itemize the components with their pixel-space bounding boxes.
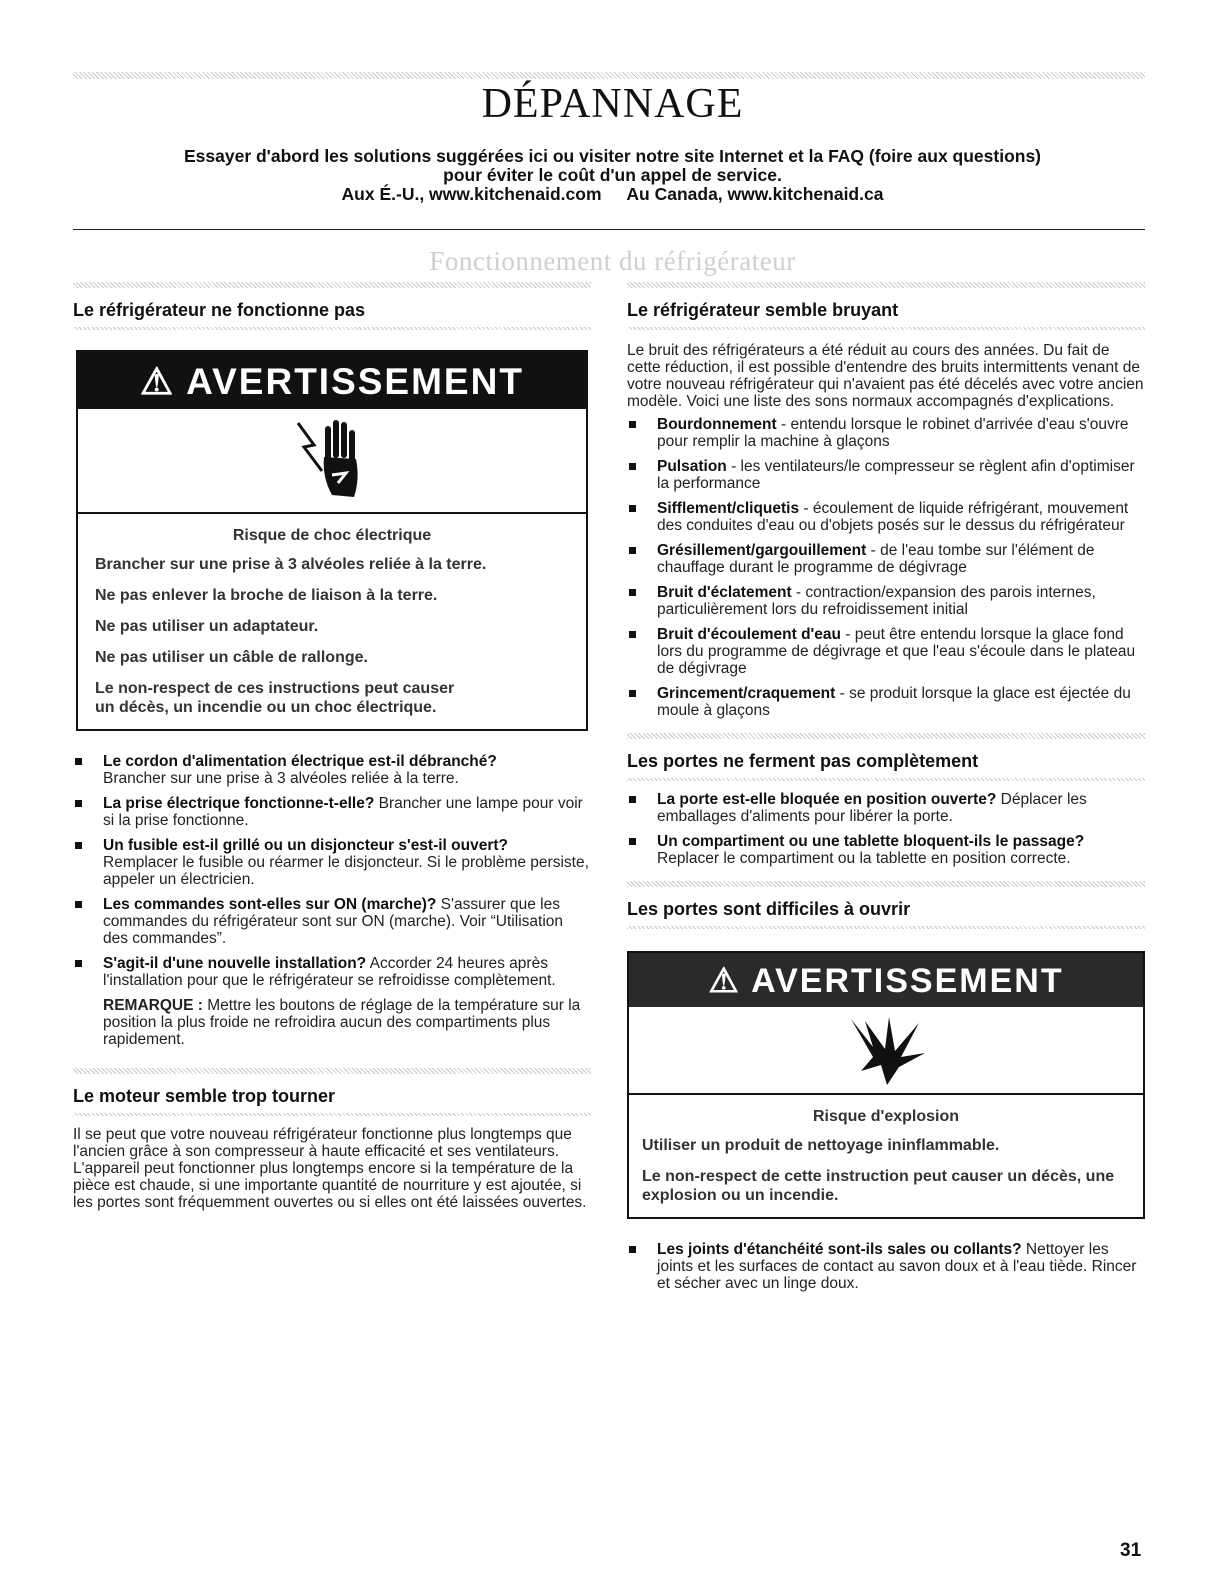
check-list bbox=[73, 753, 591, 989]
warning-risk: Risque d'explosion bbox=[812, 1108, 960, 1125]
divider bbox=[73, 229, 1145, 230]
warning-line: Ne pas utiliser un adaptateur. bbox=[95, 618, 319, 635]
warning-header: ⚠ AVERTISSEMENT bbox=[629, 953, 1143, 1007]
right-column bbox=[627, 282, 1145, 1300]
page-number: 31 bbox=[1120, 1540, 1142, 1561]
list-item: Grésillement/gargouillement - de l'eau tombe sur l'élément de chauffage durant le programme de dégivrage bbox=[627, 542, 1145, 576]
explosion-icon bbox=[629, 1007, 1143, 1095]
subheading: Le moteur semble trop tourner bbox=[73, 1068, 591, 1116]
list-item: Le cordon d'alimentation électrique est-il débranché? Brancher sur une prise à 3 alvéoles reliée à la terre. bbox=[73, 753, 591, 787]
list-item: Les joints d'étanchéité sont-ils sales ou collants? Nettoyer les joints et les surfaces de contact au savon doux et à l'eau tiède. Rincer et sécher avec un linge doux. bbox=[627, 1241, 1145, 1292]
list-item: Bourdonnement - entendu lorsque le robinet d'arrivée d'eau s'ouvre pour remplir la machine à glaçons bbox=[627, 416, 1145, 450]
shock-warning-box bbox=[76, 350, 588, 731]
list-item: Bruit d'éclatement - contraction/expansion des parois internes, particulièrement lors du refroidissement initial bbox=[627, 584, 1145, 618]
us-website: Aux É.-U., www.kitchenaid.com bbox=[341, 184, 602, 204]
list-item: Un fusible est-il grillé ou un disjoncteur s'est-il ouvert? Remplacer le fusible ou réarmer le disjoncteur. Si le problème persiste, appeler un électricien. bbox=[73, 837, 591, 888]
list-item: Pulsation - les ventilateurs/le compresseur se règlent afin d'optimiser la performance bbox=[627, 458, 1145, 492]
list-item: Bruit d'écoulement d'eau - peut être entendu lorsque la glace fond lors du programme de dégivrage et que l'eau s'écoule dans le plateau de dégivrage bbox=[627, 626, 1145, 677]
gasket-list bbox=[627, 1241, 1145, 1292]
list-item: Sifflement/cliquetis - écoulement de liquide réfrigérant, mouvement des conduites d'eau ou d'objets posés sur le dessus du réfrigérateur bbox=[627, 500, 1145, 534]
subheading: Les portes ne ferment pas complètement bbox=[627, 733, 1145, 781]
left-column bbox=[73, 282, 591, 1211]
paragraph: Il se peut que votre nouveau réfrigérateur fonctionne plus longtemps que l'ancien grâce à son compresseur à haute efficacité et ses ventilateurs. L'appareil peut fonctionner plus longtemps encore si la température de la pièce est chaude, si une importante quantité de nourriture y est ajoutée, si les portes sont fréquemment ouvertes ou si elles ont été laissées ouvertes. bbox=[73, 1126, 587, 1211]
intro-line-1: Essayer d'abord les solutions suggérées ici ou visiter notre site Internet et la FAQ (foire aux questions) bbox=[183, 146, 1042, 166]
list-item: Grincement/craquement - se produit lorsque la glace est éjectée du moule à glaçons bbox=[627, 685, 1145, 719]
doors-list bbox=[627, 791, 1145, 867]
list-item: Les commandes sont-elles sur ON (marche)? S'assurer que les commandes du réfrigérateur sont sur ON (marche). Voir “Utilisation des commandes”. bbox=[73, 896, 591, 947]
warning-header: ⚠ AVERTISSEMENT bbox=[78, 352, 586, 409]
intro-line-2: pour éviter le coût d'un appel de service. bbox=[443, 165, 782, 185]
list-item: S'agit-il d'une nouvelle installation? Accorder 24 heures après l'installation pour que le réfrigérateur se refroidisse complètement. bbox=[73, 955, 591, 989]
note: REMARQUE : Mettre les boutons de réglage de la température sur la position la plus froide ne refroidira aucun des compartiments plus rapidement. bbox=[103, 997, 581, 1048]
electric-shock-hand-icon bbox=[78, 409, 586, 514]
subheading: Le réfrigérateur semble bruyant bbox=[627, 282, 1145, 330]
warning-consequence: un décès, un incendie ou un choc électrique. bbox=[95, 699, 437, 716]
warning-consequence: Le non-respect de ces instructions peut causer bbox=[95, 680, 455, 697]
list-item: La porte est-elle bloquée en position ouverte? Déplacer les emballages d'aliments pour libérer la porte. bbox=[627, 791, 1145, 825]
warning-triangle-icon: ⚠ bbox=[708, 962, 741, 1000]
subheading: Le réfrigérateur ne fonctionne pas bbox=[73, 282, 591, 330]
page-title: DÉPANNAGE bbox=[481, 81, 744, 127]
warning-consequence: Le non-respect de cette instruction peut causer un décès, une explosion ou un incendie. bbox=[642, 1168, 1115, 1204]
warning-line: Ne pas utiliser un câble de rallonge. bbox=[95, 649, 368, 666]
list-item: La prise électrique fonctionne-t-elle? Brancher une lampe pour voir si la prise fonctionne. bbox=[73, 795, 591, 829]
warning-triangle-icon: ⚠ bbox=[140, 361, 176, 402]
top-rule bbox=[73, 72, 1145, 79]
intro bbox=[60, 147, 1165, 204]
paragraph: Le bruit des réfrigérateurs a été réduit au cours des années. Du fait de cette réduction, il est possible d'entendre des bruits intermittents venant de votre nouveau réfrigérateur qui n'avaient pas été décelés avec votre ancien modèle. Voici une liste des sons normaux accompagnés d'explications. bbox=[627, 342, 1144, 410]
section-title: Fonctionnement du réfrigérateur bbox=[429, 246, 796, 276]
subheading: Les portes sont difficiles à ouvrir bbox=[627, 881, 1145, 929]
list-item: Un compartiment ou une tablette bloquent-ils le passage? Replacer le compartiment ou la tablette en position correcte. bbox=[627, 833, 1145, 867]
warning-risk: Risque de choc électrique bbox=[232, 527, 432, 544]
canada-website: Au Canada, www.kitchenaid.ca bbox=[626, 184, 884, 204]
warning-line: Brancher sur une prise à 3 alvéoles reliée à la terre. bbox=[95, 556, 487, 573]
explosion-warning-box bbox=[627, 951, 1145, 1219]
warning-line: Ne pas enlever la broche de liaison à la terre. bbox=[95, 587, 438, 604]
sounds-list bbox=[627, 416, 1145, 719]
warning-line: Utiliser un produit de nettoyage ininflammable. bbox=[642, 1137, 1000, 1154]
